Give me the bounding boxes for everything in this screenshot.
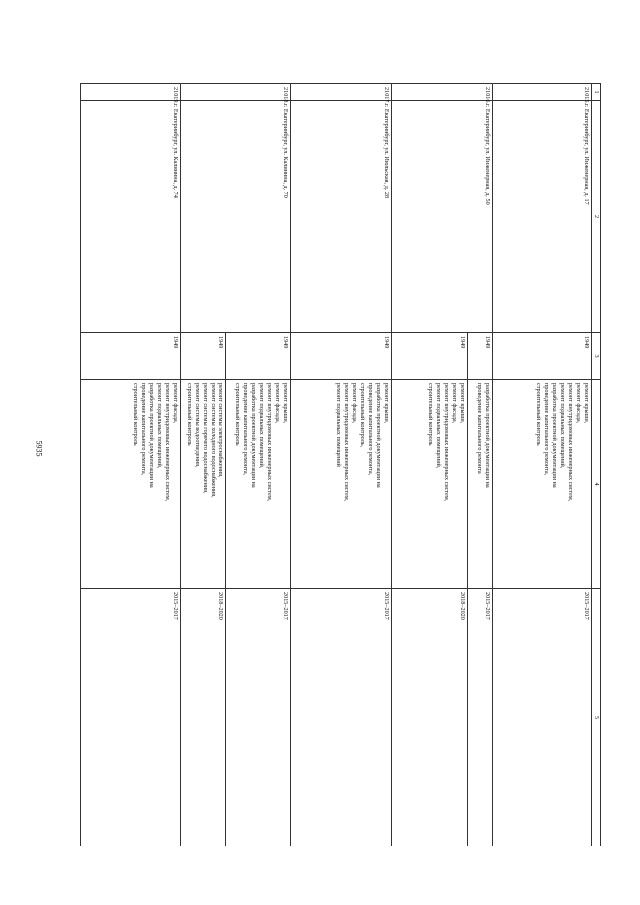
work-item: ремонт подвальных помещений, [435, 383, 443, 469]
work-item: ремонт подвальных помещений, [258, 383, 266, 469]
work-item: ремонт подвальных помещений [335, 383, 343, 467]
works-cell [180, 380, 290, 589]
column-number: 4 [592, 380, 601, 589]
column-number: 3 [592, 333, 601, 380]
works-list [128, 383, 179, 585]
work-item: строительный контроль [132, 383, 140, 446]
period-value: 2015–2017 [484, 592, 491, 620]
period-cell [180, 589, 290, 847]
address-cell: г. Екатеринбург, ул. Калинина, д. 70 [180, 101, 290, 333]
work-item: ремонт крыши, [383, 383, 390, 424]
work-item: ремонт фасада, [451, 383, 459, 424]
work-item: ремонт внутридомовых инженерных систем, [266, 383, 274, 502]
work-item: ремонт внутридомовых инженерных систем, [567, 383, 575, 502]
work-item: ремонт внутридомовых инженерных систем, [163, 383, 171, 502]
year-value: 1949 [383, 336, 390, 349]
period-value: 2015–2017 [171, 592, 179, 620]
works-list [472, 383, 491, 585]
period-value: 2015–2017 [383, 592, 390, 620]
year-value: 1949 [484, 336, 491, 349]
work-item: разработка проектной документации на [551, 383, 559, 488]
row-number-cell: 21017. [291, 84, 392, 101]
work-item: разработка проектной документации на [250, 383, 258, 488]
work-item: проведение капитального ремонта, [367, 383, 375, 476]
work-item: ремонт фасада, [274, 383, 282, 424]
work-item: разработка проектной документации на [375, 383, 383, 488]
works-cell [392, 380, 493, 589]
work-item: строительный контроль [234, 383, 242, 446]
work-item: ремонт фасада, [171, 383, 179, 424]
work-item: ремонт подвальных помещений, [559, 383, 567, 469]
year-cell [291, 333, 392, 380]
work-item: разработка проектной документации на [147, 383, 155, 488]
table-row [291, 84, 392, 847]
period-value: 2015–2017 [583, 592, 590, 620]
work-item: строительный контроль [185, 383, 193, 446]
period-value: 2015–2017 [282, 592, 289, 620]
work-item: ремонт подвальных помещений, [155, 383, 163, 469]
period-cell [392, 589, 493, 847]
year-value: 1949 [171, 336, 179, 349]
page-number: 5935 [34, 440, 44, 457]
work-item: ремонт фасада, [575, 383, 583, 424]
table-row [493, 84, 592, 847]
table-row [180, 84, 290, 847]
period-cell [80, 589, 180, 847]
work-item: строительный контроль, [359, 383, 367, 448]
year-value: 1949 [182, 333, 227, 379]
row-number-cell: 21018. [180, 84, 290, 101]
works-list [331, 383, 390, 585]
year-cell [392, 333, 493, 380]
work-item: строительный контроль [535, 383, 543, 446]
work-item: ремонт фасада, [351, 383, 359, 424]
works-list [182, 380, 227, 588]
year-value: 1949 [423, 333, 468, 379]
column-number: 1 [592, 84, 601, 101]
work-item: ремонт внутридомовых инженерных систем, [443, 383, 451, 502]
period-value: 2018–2020 [423, 589, 468, 846]
repair-schedule-table [80, 83, 601, 846]
column-number: 5 [592, 589, 601, 847]
works-list [423, 380, 468, 588]
period-cell [493, 589, 592, 847]
work-item: строительный контроль [427, 383, 435, 446]
year-cell [80, 333, 180, 380]
year-value: 1949 [282, 336, 289, 349]
work-item: ремонт крыши, [583, 383, 590, 424]
works-cell [493, 380, 592, 589]
work-item: ремонт системы горячего водоснабжения, [201, 383, 209, 494]
period-cell [291, 589, 392, 847]
work-item: ремонт внутридомовых инженерных систем, [343, 383, 351, 502]
year-cell [493, 333, 592, 380]
work-item: ремонт крыши, [459, 383, 467, 424]
row-number-cell: 21015. [493, 84, 592, 101]
table-row [392, 84, 493, 847]
works-cell [80, 380, 180, 589]
year-value: 1949 [583, 336, 590, 349]
works-list [531, 383, 590, 585]
work-item: ремонт системы электроснабжения, [217, 383, 225, 478]
work-item: разработка проектной документации на [484, 383, 491, 488]
address-cell: г. Екатеринбург, ул. Июльская, д. 28 [291, 101, 392, 333]
work-item: ремонт системы водоотведения, [193, 383, 201, 468]
row-number-cell: 21016. [392, 84, 493, 101]
year-cell [180, 333, 290, 380]
works-list [230, 383, 289, 585]
rotated-table-container [74, 83, 601, 846]
table-viewport [74, 83, 601, 846]
work-item: ремонт системы холодного водоснабжения, [209, 383, 217, 498]
works-cell [291, 380, 392, 589]
address-cell: г. Екатеринбург, ул. Инженерная, д. 17 [493, 101, 592, 333]
address-cell: г. Екатеринбург, ул. Калинина, д. 74 [80, 101, 180, 333]
period-value: 2018–2020 [182, 589, 227, 846]
work-item: проведение капитального ремонта [476, 383, 484, 474]
work-item: ремонт крыши, [282, 383, 289, 424]
table-row [80, 84, 180, 847]
column-number: 2 [592, 101, 601, 333]
row-number-cell: 21019. [80, 84, 180, 101]
column-number-row [592, 84, 601, 847]
work-item: проведение капитального ремонта, [543, 383, 551, 476]
work-item: проведение капитального ремонта, [242, 383, 250, 476]
work-item: проведение капитального ремонта, [140, 383, 148, 476]
address-cell: г. Екатеринбург, ул. Инженерная, д. 50 [392, 101, 493, 333]
